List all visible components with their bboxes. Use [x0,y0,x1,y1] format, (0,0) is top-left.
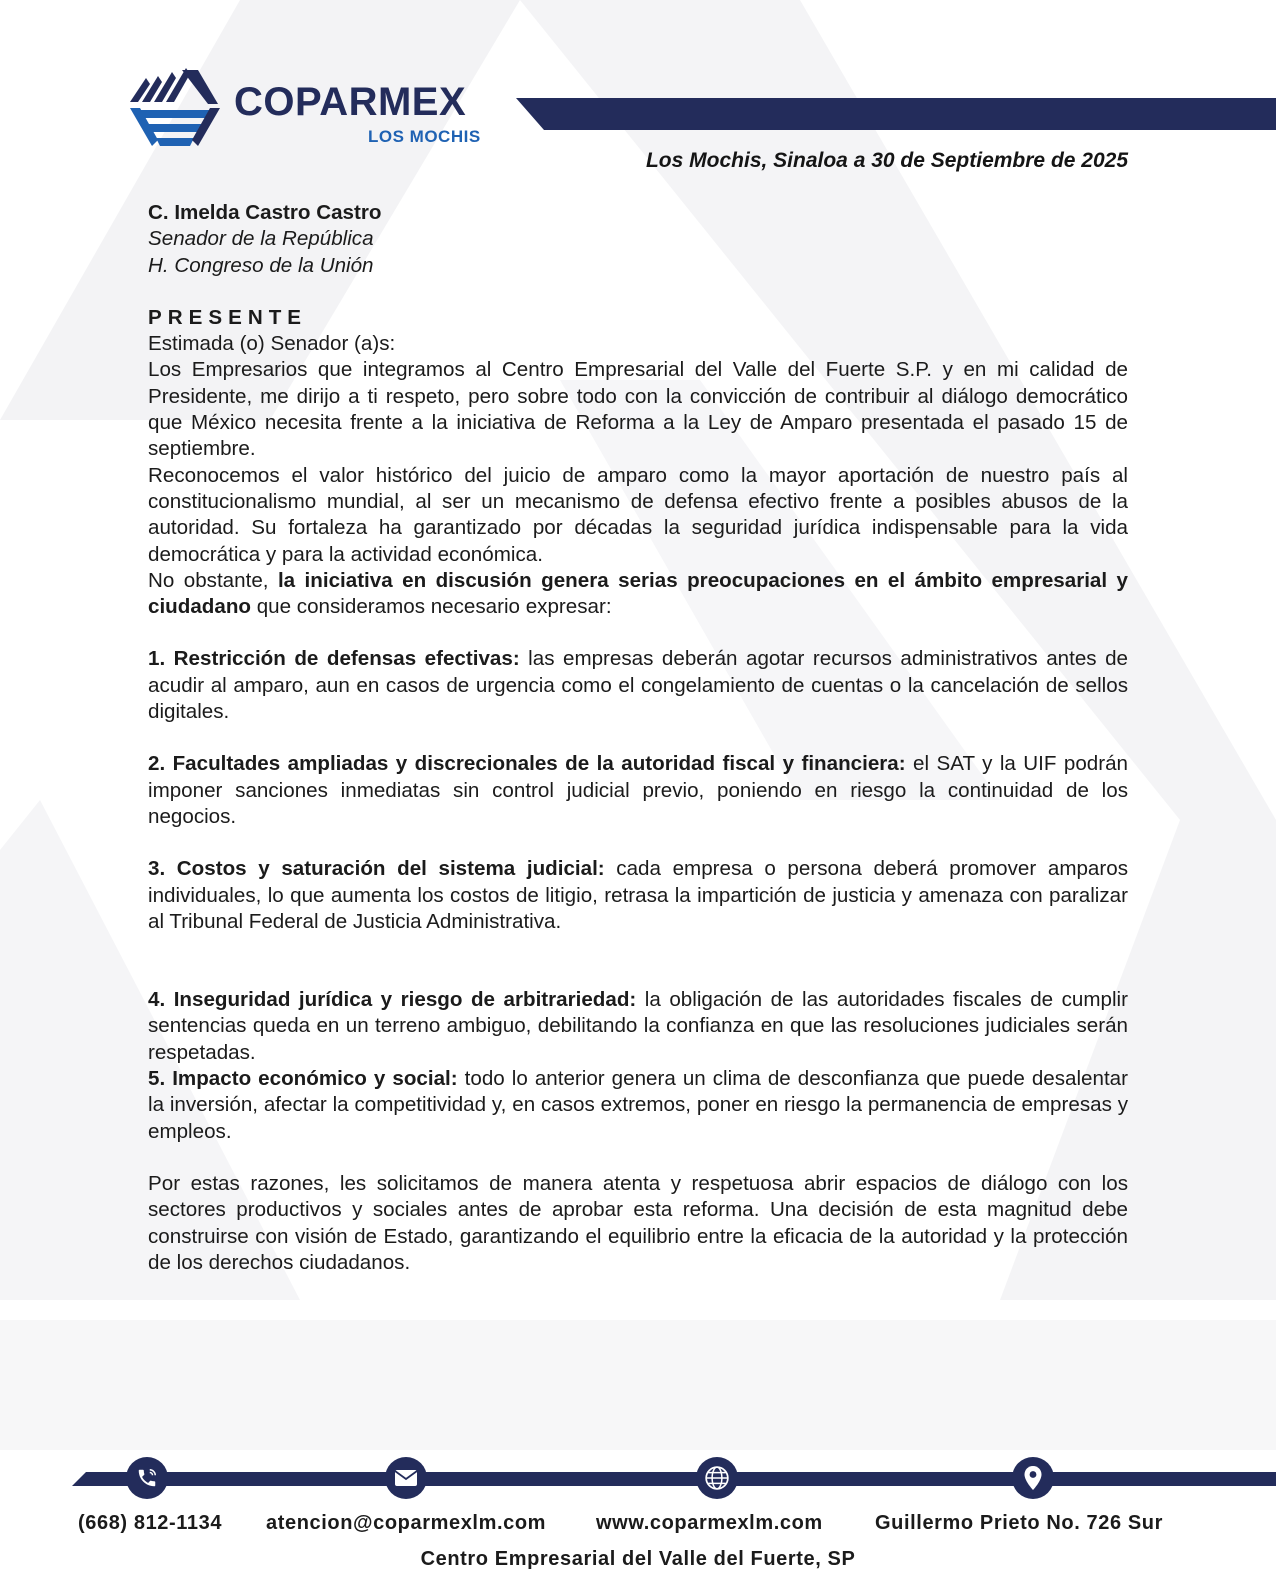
point-3: 3. Costos y saturación del sistema judicial: cada empresa o persona deberá promover amparos individuales, lo que aumenta los costos de litigio, retrasa la impartición de justicia y amenaza con paralizar al Tribunal Federal de Justicia Administrativa. [148,857,1128,933]
header-accent-bar [516,98,1276,130]
mail-icon [385,1457,427,1499]
paragraph-closing: Por estas razones, les solicitamos de manera atenta y respetuosa abrir espacios de diálogo con los sectores productivos y sociales antes de aprobar esta reforma. Una decisión de esta magnitud debe construirse con visión de Estado, garantizando el equilibrio entre la eficacia de la autoridad y la protección de los derechos ciudadanos. [148,1171,1128,1274]
brand-subtitle: LOS MOCHIS [368,127,481,146]
footer-phone: (668) 812-1134 [78,1512,223,1534]
footer-organization: Centro Empresarial del Valle del Fuerte, SP [420,1548,856,1570]
point-2: 2. Facultades ampliadas y discrecionales de la autoridad fiscal y financiera: el SAT y la UIF podrán imponer sanciones inmediatas sin control judicial previo, poniendo en riesgo la continuidad de los negocios. [148,752,1129,828]
paragraph-recognition: Reconocemos el valor histórico del juicio de amparo como la mayor aportación de nuestro país al constitucionalismo mundial, al ser un mecanismo de defensa efectivo frente a posibles abusos de la autoridad. Su fortaleza ha garantizado por décadas la seguridad jurídica indispensable para la vida democrática y para la actividad económica. [148,463,1128,566]
footer-email: atencion@coparmexlm.com [266,1512,547,1534]
coparmex-logo-icon [130,68,220,146]
recipient-name: C. Imelda Castro Castro [148,201,382,224]
point-5: 5. Impacto económico y social: todo lo anterior genera un clima de desconfianza que puede desalentar la inversión, afectar la competitividad y, en casos extremos, poner en riesgo la permanencia de empresas y empleos. [148,1067,1128,1143]
letter-date: Los Mochis, Sinaloa a 30 de Septiembre de 2025 [645,149,1128,172]
paragraph-intro: Los Empresarios que integramos al Centro Empresarial del Valle del Fuerte S.P. y en mi calidad de Presidente, me dirijo a ti respeto, pero sobre todo con la convicción de contribuir al diálogo democrático que México necesita frente a la iniciativa de Reforma a la Ley de Amparo presentada el pasado 15 de septiembre. [148,358,1128,461]
recipient-institution: H. Congreso de la Unión [148,253,374,277]
footer-contact-row [0,1512,1276,1538]
presente-heading: PRESENTE [148,305,308,329]
footer-accent-bar [72,1472,1276,1486]
point-1: 1. Restricción de defensas efectivas: las empresas deberán agotar recursos administrativos antes de acudir al amparo, aun en casos de urgencia como el congelamiento de cuentas o la cancelación de sellos digitales. [148,647,1128,724]
location-pin-icon [1012,1457,1054,1499]
recipient-title: Senador de la República [148,227,374,251]
brand-name: COPARMEX [234,80,467,124]
letter-body [148,200,1128,1276]
footer-website: www.coparmexlm.com [596,1512,823,1534]
point-4: 4. Inseguridad jurídica y riesgo de arbitrariedad: la obligación de las autoridades fiscales de cumplir sentencias queda en un terreno ambiguo, debilitando la confianza en que las resoluciones judiciales serán respetadas. [148,988,1128,1064]
paragraph-concerns: No obstante, la iniciativa en discusión genera serias preocupaciones en el ámbito empresarial y ciudadano que consideramos necesario expresar: [148,568,1129,619]
globe-icon [696,1457,738,1499]
footer-address: Guillermo Prieto No. 726 Sur [875,1512,1163,1534]
phone-icon [126,1457,168,1499]
greeting: Estimada (o) Senador (a)s: [148,332,396,356]
